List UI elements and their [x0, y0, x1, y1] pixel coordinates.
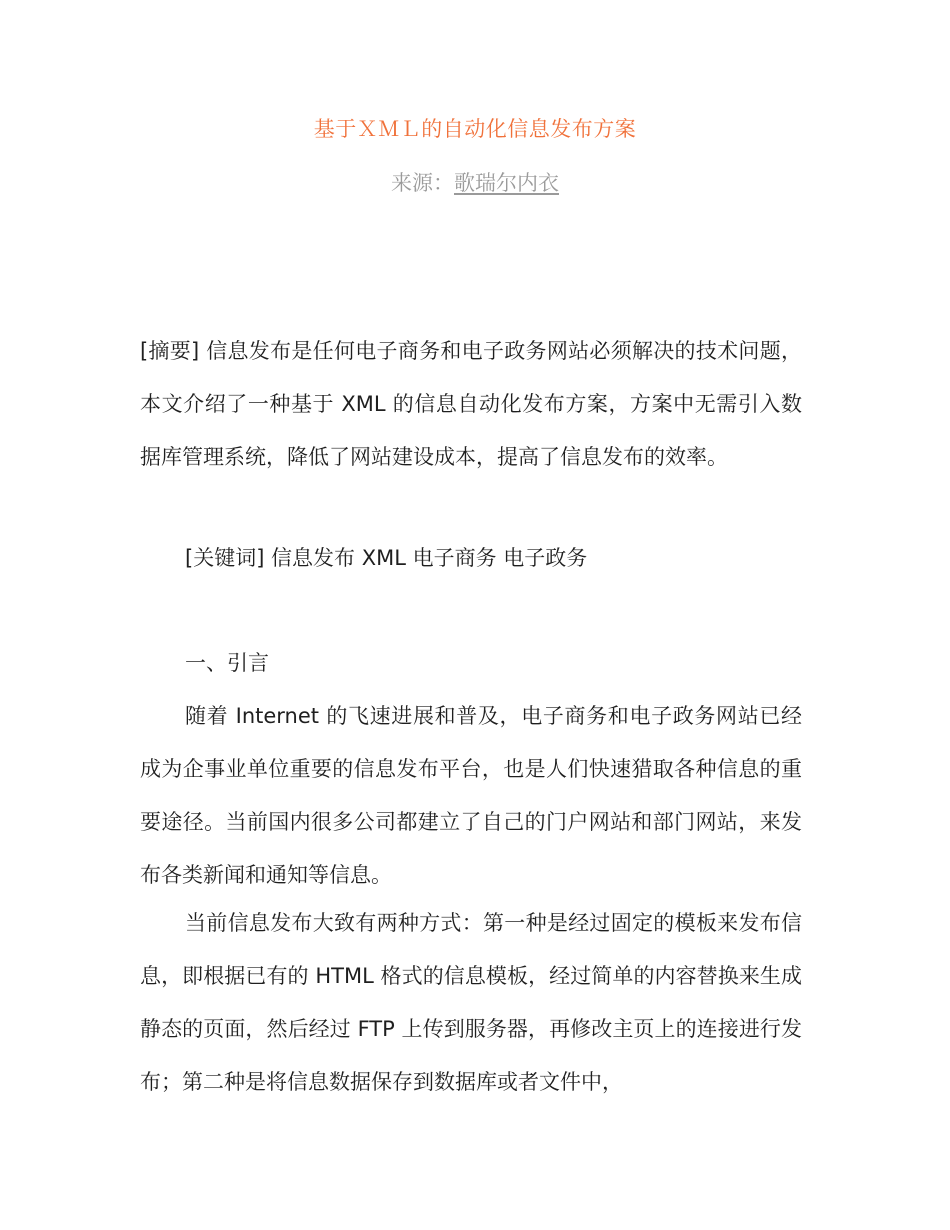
document-source [0, 167, 950, 197]
section-heading-block [140, 637, 802, 690]
abstract-paragraph: [摘要] 信息发布是任何电子商务和电子政务网站必须解决的技术问题，本文介绍了一种基于 XML 的信息自动化发布方案，方案中无需引入数据库管理系统，降低了网站建设成本，提高了信息发布的效率。 [140, 339, 802, 469]
keywords-paragraph: [关键词] 信息发布 XML 电子商务 电子政务 [185, 546, 588, 570]
source-link[interactable]: 歌瑞尔内衣 [454, 171, 559, 195]
keywords-block [140, 532, 802, 585]
body-paragraph: 当前信息发布大致有两种方式：第一种是经过固定的模板来发布信息，即根据已有的 HTML 格式的信息模板，经过简单的内容替换来生成静态的页面，然后经过 FTP 上传到服务器，再修改主页上的连接进行发布；第二种是将信息数据保存到数据库或者文件中， [140, 911, 802, 1094]
section-heading: 一、引言 [185, 651, 269, 675]
source-label: 来源： [391, 171, 454, 195]
paragraph-block [140, 897, 802, 1109]
paragraph-block [140, 690, 802, 902]
document-title: 基于ＸＭＬ的自动化信息发布方案 [313, 117, 637, 141]
abstract-block [140, 325, 802, 484]
body-paragraph: 随着 Internet 的飞速进展和普及，电子商务和电子政务网站已经成为企事业单位重要的信息发布平台，也是人们快速猎取各种信息的重要途径。当前国内很多公司都建立了自己的门户网站和部门网站，来发布各类新闻和通知等信息。 [140, 704, 802, 887]
